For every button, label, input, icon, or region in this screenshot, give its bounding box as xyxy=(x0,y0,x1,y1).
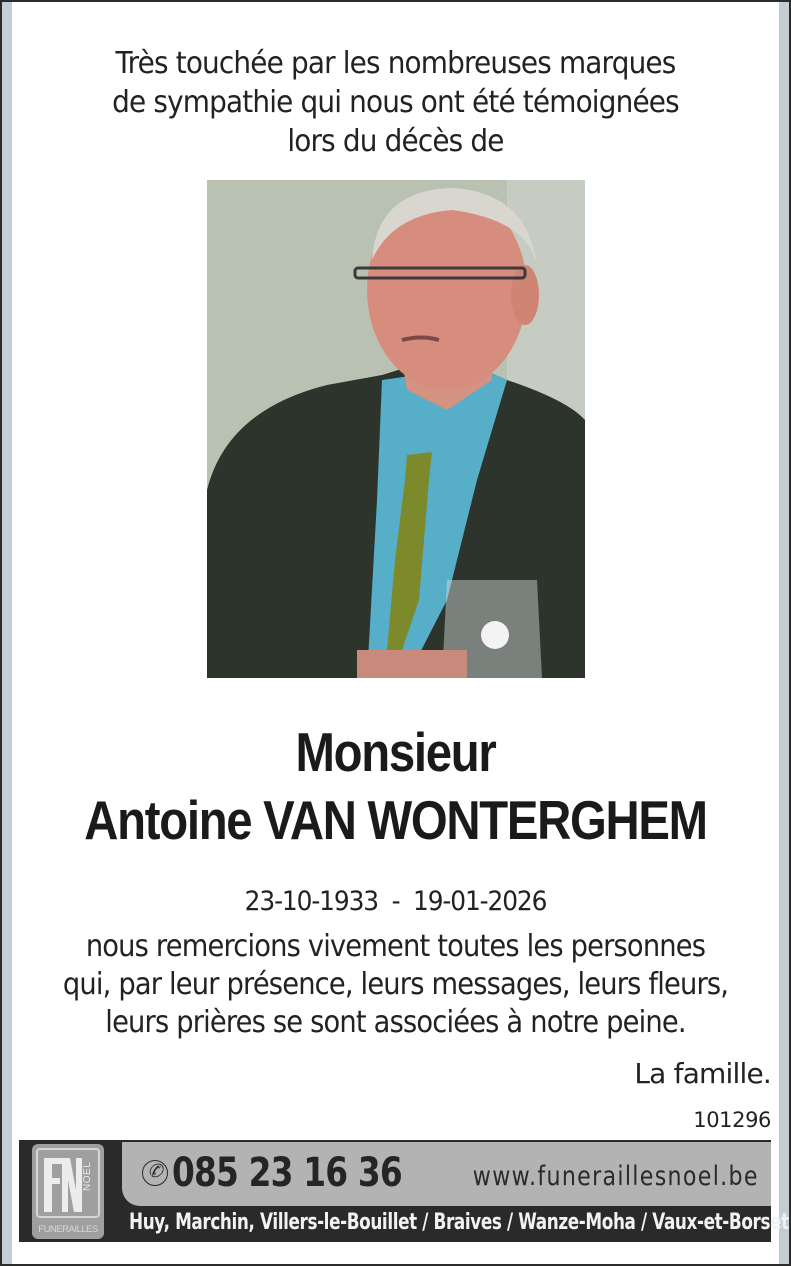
portrait-photo xyxy=(207,180,585,678)
deceased-name-block xyxy=(12,718,779,854)
life-dates: 23-10-1933 - 19-01-2026 xyxy=(244,886,547,917)
logo-funerailles-text: FUNERAILLES xyxy=(38,1224,98,1235)
honorific: Monsieur xyxy=(295,721,496,783)
thanks-line: leurs prières se sont associées à notre peine. xyxy=(105,1005,686,1040)
funeral-home-logo xyxy=(32,1144,104,1239)
phone-icon: ✆ xyxy=(142,1160,168,1186)
locations-list: Huy, Marchin, Villers-le-Bouillet / Braives / Wanze-Moha / Vaux-et-Borset xyxy=(129,1210,789,1235)
thanks-line: nous remercions vivement toutes les personnes xyxy=(85,929,706,964)
reference-number: 101296 xyxy=(693,1108,771,1132)
obituary-notice xyxy=(12,2,789,1264)
contact-panel xyxy=(122,1142,771,1206)
intro-line: lors du décès de xyxy=(287,124,504,159)
website-link[interactable]: www.funeraillesnoel.be xyxy=(472,1161,759,1192)
intro-line: de sympathie qui nous ont été témoignées xyxy=(112,85,679,120)
thanks-line: qui, par leur présence, leurs messages, leurs fleurs, xyxy=(62,967,729,1002)
intro-text xyxy=(39,44,752,161)
intro-line: Très touchée par les nombreuses marques xyxy=(115,46,676,81)
thanks-text xyxy=(12,928,779,1042)
deceased-name: Antoine VAN WONTERGHEM xyxy=(84,789,707,851)
funeral-home-banner xyxy=(19,1140,789,1242)
phone-number[interactable]: 085 23 16 36 xyxy=(172,1150,402,1196)
signature: La famille. xyxy=(634,1057,771,1090)
fn-monogram-icon xyxy=(42,1154,84,1214)
logo-noel-text: NOEL xyxy=(82,1161,93,1191)
